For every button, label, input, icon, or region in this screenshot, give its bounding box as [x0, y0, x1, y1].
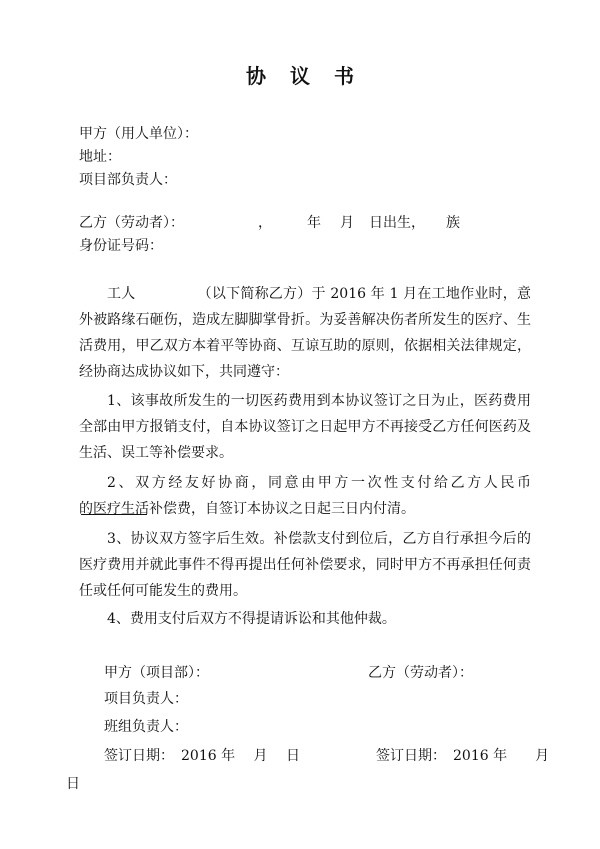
party-b-month: 月: [340, 215, 354, 231]
party-b-ethnic: 族: [446, 215, 460, 231]
party-b-birth: 日出生，: [369, 215, 425, 231]
clause-2-cont: 的医疗生活补偿费，自签订本协议之日起三日内付清。: [79, 501, 415, 517]
sign-date-b: 签订日期： 2016 年 月: [376, 748, 550, 764]
party-b-label: 乙方（劳动者）：: [79, 215, 184, 231]
party-b-id-number: 身份证号码：: [79, 238, 163, 254]
sign-party-b: 乙方（劳动者）：: [368, 665, 473, 681]
sign-date-a: 签订日期： 2016 年 月 日: [104, 748, 300, 764]
party-b-comma: ，: [258, 215, 272, 231]
sign-team-leader: 班组负责人：: [104, 719, 188, 735]
clause-3: 3、协议双方签字后生效。补偿款支付到位后，乙方自行承担今后的医疗费用并就此事件不得再提出任何补偿要求，同时甲方不再承担任何责任或任何可能发生的费用。: [79, 531, 531, 599]
document-title: 协 议 书: [246, 64, 354, 88]
clause-2: 2、双方经友好协商，同意由甲方一次性支付给乙方人民币: [79, 470, 531, 522]
intro-paragraph: [79, 281, 531, 385]
clause-4: 4、费用支付后双方不得提请诉讼和其他仲裁。: [107, 611, 396, 627]
intro-text: （以下简称乙方）于 2016 年 1 月在工地作业时，意外被路缘石砸伤，造成左脚脚掌骨折。为妥善解决伤者所发生的医疗、生活费用，甲乙双方本着平等协商、互谅互助的原则，依据相关法律规定，经协商达成协议如下，共同遵守：: [79, 286, 531, 380]
sign-party-a: 甲方（项目部）：: [104, 665, 209, 681]
sign-project-manager: 项目负责人：: [104, 691, 188, 707]
sign-date-b-day: 日: [66, 776, 80, 792]
party-a-manager: 项目部负责人：: [79, 172, 177, 188]
intro-worker: 工人: [107, 286, 136, 302]
party-b-year: 年: [307, 215, 321, 231]
party-a-label: 甲方（用人单位）：: [79, 126, 198, 142]
party-a-address: 地址：: [79, 149, 121, 165]
clause-1: 1、该事故所发生的一切医药费用到本协议签订之日为止，医药费用全部由甲方报销支付，自本协议签订之日起甲方不再接受乙方任何医药及生活、误工等补偿要求。: [79, 393, 531, 461]
